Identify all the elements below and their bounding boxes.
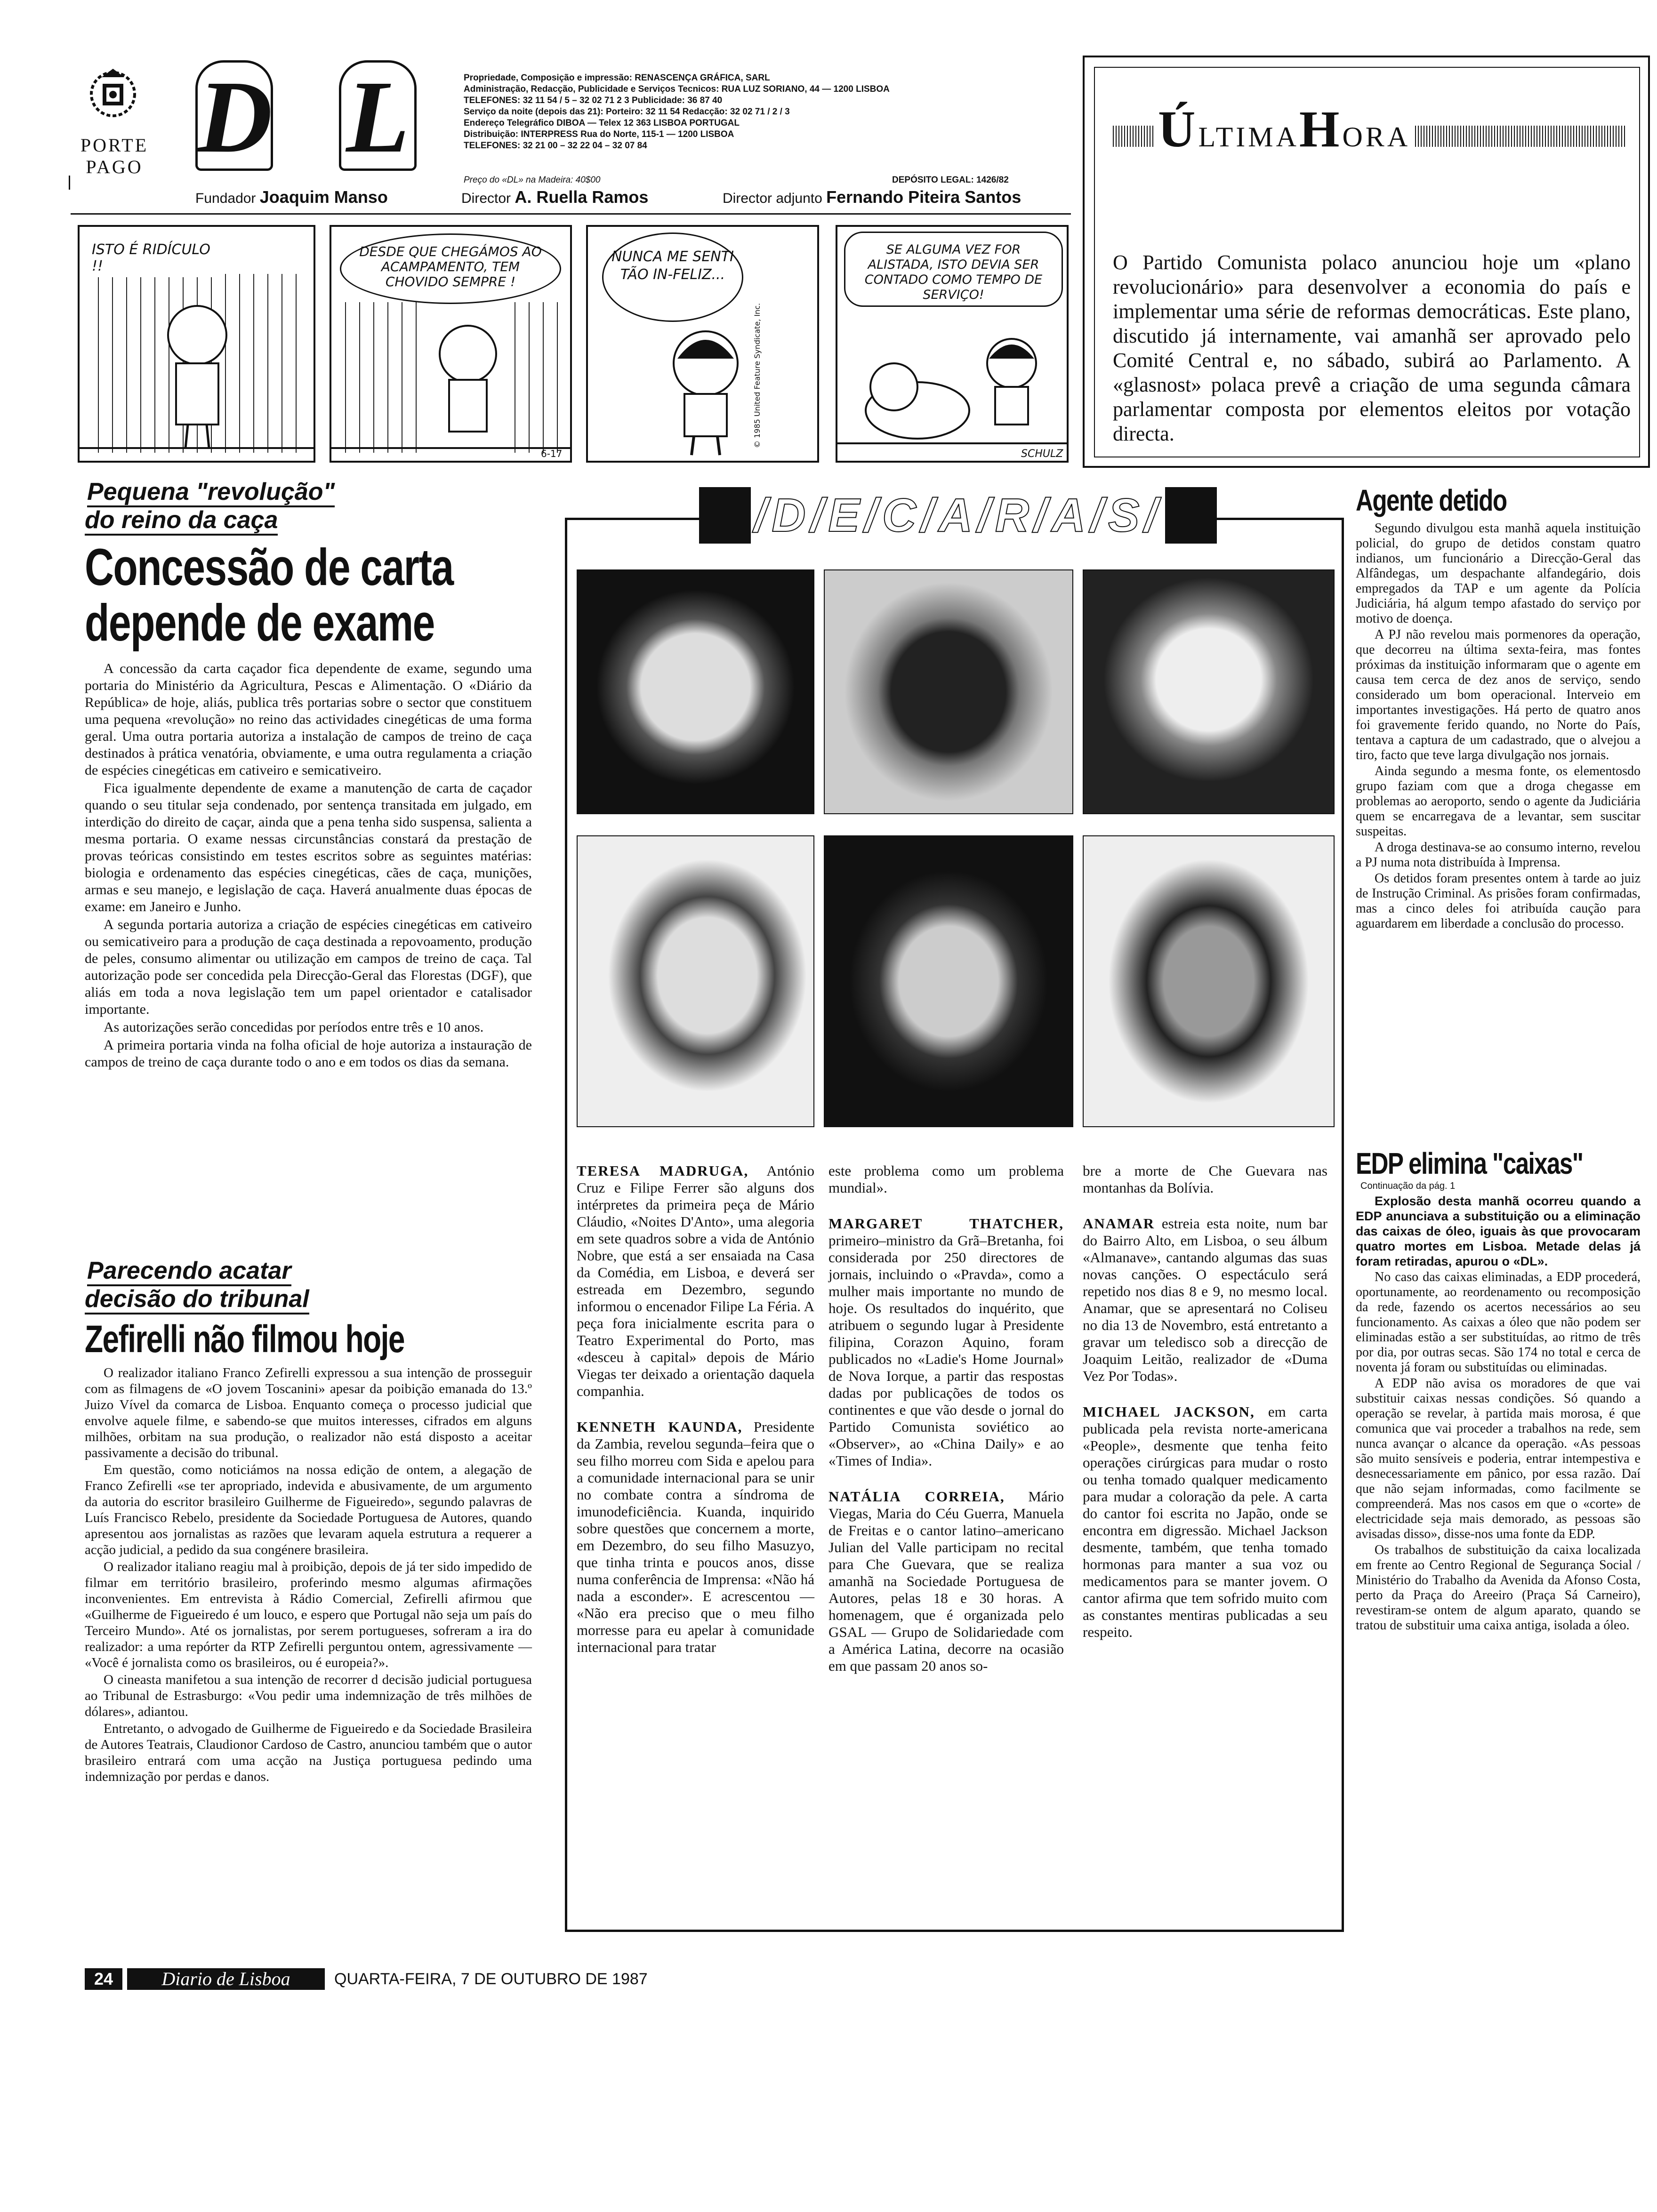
comic-strip xyxy=(78,225,1069,463)
paragraph: O realizador italiano reagiu mal à proibição, depois de já ter sido impedido de filmar em território brasileiro, proferindo mesmo algumas afirmações inconvenientes. Em entrevista à Rádio Comercial, Zefirelli afirmou que «Guilherme de Figueiredo é um louco, e espero que Portugal não seja um país do Terceiro Mundo». Até os jornalistas, por serem portugueses, sofreram a ira do realizador: a uma repórter da RTP Zefirelli perguntou ontem, agressivamente — «Você é jornalista como os brasileiros, ou é europeia?». xyxy=(85,1559,532,1670)
article-headline: Concessão de carta depende de exame xyxy=(85,538,453,652)
paragraph: Entretanto, o advogado de Guilherme de Figueiredo e da Sociedade Brasileira de Autores Teatrais, Claudionor Cardoso de Castro, anunciou também que o autor brasileiro entrará com uma acção na Justiça portuguesa pedindo uma indemnização por perdas e danos. xyxy=(85,1721,532,1784)
comic-panel-4 xyxy=(836,225,1069,463)
decaras-item: ANAMAR estreia esta noite, num bar do Bairro Alto, em Lisboa, o seu álbum «Almanave», cantando algumas das suas novas canções. O espectáculo será repetido nos dias 8 e 9, no mesmo local. Anamar, que se apresentará no Coliseu no dia 13 de Novembro, está entretanto a gravar um teledisco sob a direcção de Joaquim Leitão, realizador de «Duma Vez Por Todas». xyxy=(1083,1215,1327,1384)
photo-michael-jackson xyxy=(1083,835,1335,1127)
paragraph: A PJ não revelou mais pormenores da operação, que decorreu na última sexta-feira, mas fontes próximas da instituição informaram que o agente em causa tem cerca de dez anos de serviço, sendo considerado um bom operacional. Interveio em importantes investigações. Há perto de quatro anos foi gravemente ferido quando, no Norte do País, tentava a captura de um cadastrado, que o alvejou a tiro, facto que teve larga divulgação nos jornais. xyxy=(1356,627,1641,762)
decaras-item: bre a morte de Che Guevara nas montanhas da Bolívia. xyxy=(1083,1162,1327,1196)
article-agente-detido xyxy=(1356,482,1641,932)
comic-text-3: NUNCA ME SENTI TÃO IN-FELIZ... xyxy=(602,232,743,322)
paragraph: Os trabalhos de substituição da caixa localizada em frente ao Centro Regional de Segurança Social / Ministério do Trabalho da Avenida da Afonso Costa, perto da Praça do Areeiro (Praça Sá Carneiro), revestiram-se ontem de algum aparato, quando se tratou de substituir uma caixa antiga, isolada a óleo. xyxy=(1356,1543,1641,1633)
article-body xyxy=(1356,521,1641,931)
price-info: Preço do «DL» na Madeira: 40$00 xyxy=(464,175,601,185)
continuation-note: Continuação da pág. 1 xyxy=(1360,1181,1456,1191)
paragraph: A EDP não avisa os moradores de que vai substituir caixas nessas condições. Só quando a operação se revelar, à partida mais morosa, é que comunica que vai proceder a trabalhos na rede, sem nunca avançar o alcance da operação. «As pessoas são muito sensíveis e poderia, entrar intempestiva e desnecessariamente em pânico, por essa razão. Daí que não sejam informadas, como facilmente se compreenderá. Mas nos casos em que o «corte» de electricidade seja mais demorado, as pessoas são avisadas disso», disse-nos uma fonte da EDP. xyxy=(1356,1376,1641,1541)
ultima-hora-text: O Partido Comunista polaco anunciou hoje um «plano revolucionário» para desenvolver a economia do país e implementar uma série de reformas democráticas. Este plano, discutido já internamente, vai amanhã ser aprovado pelo Comité Central e, no sábado, subirá ao Parlamento. A «glasnost» polaca prevê a criação de uma segunda câmara parlamentar composta por elementos eleitos por votação directa. xyxy=(1113,251,1631,445)
photo-natalia-correia xyxy=(577,835,814,1127)
ultima-hora-title: ÚLTIMAHORA xyxy=(1113,97,1626,154)
paragraph: Em questão, como noticiámos na nossa edição de ontem, a alegação de Franco Zefirelli «se ter apropriado, indevida e abusivamente, de um argumento da autoria do escritor brasileiro Guilherme de Figueiredo», segundo palavras de Luís Francisco Rebelo, presidente da Sociedade Portuguesa de Autores, quando apresentou aos jornalistas as razões que levaram aquela estrutura a requerer a acção judicial, a pedido da sua congénere brasileira. xyxy=(85,1462,532,1557)
comic-panel-1 xyxy=(78,225,315,463)
masthead xyxy=(71,56,1071,216)
ultima-hora-box xyxy=(1083,56,1650,468)
issue-date: QUARTA-FEIRA, 7 DE OUTUBRO DE 1987 xyxy=(334,1970,648,1988)
paragraph: As autorizações serão concedidas por períodos entre três e 10 anos. xyxy=(104,1019,484,1035)
paragraph: Fica igualmente dependente de exame a manutenção de carta de caçador quando o seu titular seja condenado, por sentença transitada em julgado, em interdição do direito de caçar, ainda que a pena tenha sido suspensa, salienta a mesma portaria. O exame nessas circunstâncias constará da prestação de provas teóricas consistindo em testes escritos sobre as seguintes matérias: biologia e ordenamento das espécies cinegéticas, cães de caça, munições, armas e seu manejo, e legislação de caça. Haverá anualmente duas épocas de exame: em Janeiro e Junho. xyxy=(85,780,532,914)
porte-pago-label: PORTE PAGO xyxy=(80,135,149,177)
paragraph: O realizador italiano Franco Zefirelli expressou a sua intenção de prosseguir com as filmagens de «O jovem Toscanini» apesar da poibição emanada do 13.º Juizo Vível da comarca de Lisboa. Enquanto começa o processo judicial que envolve aquele filme, e sabendo-se que muitos interesses, cifrados em alguns milhões, orbitam na sua produção, o realizador não está disposto a aceitar passivamente a decisão do tribunal. xyxy=(85,1365,532,1460)
decaras-item: MICHAEL JACKSON, em carta publicada pela revista norte-americana «People», desmente que tenha feito operações cirúrgicas para mudar o rosto ou tenha tomado qualquer medicamento para mudar a coloração da pele. A carta do cantor foi escrita no Japão, onde se encontra em digressão. Michael Jackson desmente, também, que tenha tomado hormonas para manter a sua voz ou medicamentos para se manter jovem. O cantor afirma que tem sofrido muito com as constantes mentiras publicadas a seu respeito. xyxy=(1083,1403,1327,1640)
paragraph: A droga destinava-se ao consumo interno, revelou a PJ numa nota distribuída à Imprensa. xyxy=(1356,840,1641,870)
article-carta-cacador xyxy=(85,478,532,1072)
comic-copyright: © 1985 United Feature Syndicate, Inc. xyxy=(753,303,762,448)
coat-of-arms-icon xyxy=(85,65,141,121)
decaras-item: TERESA MADRUGA, António Cruz e Filipe Ferrer são alguns dos intérpretes da primeira peça de Mário Cláudio, «Noites D'Anto», uma alegoria em sete quadros sobre a vida de António Nobre, que está a ser ensaiada na Casa da Comédia, em Lisboa, e deverá ser estreada em Dezembro, segundo informou o encenador Filipe La Féria. A peça fora inicialmente escrita para o Teatro Experimental do Porto, mas «desceu à capital» depois de Mário Viegas ter deixado a orientação daquela companhia. xyxy=(577,1162,814,1399)
comic-signature: SCHULZ xyxy=(1021,448,1063,460)
photo-teresa-madruga xyxy=(577,569,814,814)
decaras-item: NATÁLIA CORREIA, Mário Viegas, Maria do Céu Guerra, Manuela de Freitas e o cantor latino–americano Julian del Valle participam no recital para Che Guevara, que se realiza amanhã na Sociedade Portuguesa de Autores, pelas 18 e 30 horas. A homenagem, que é organizada pelo GSAL — Grupo de Solidariedade com a América Latina, decorre na ocasião em que passam 20 anos so- xyxy=(828,1488,1064,1674)
paragraph: O cineasta manifetou a sua intenção de recorrer d decisão judicial portuguesa ao Tribunal de Estrasburgo: «Vou pedir uma indemnização de três milhões de dólares», adiantou. xyxy=(85,1672,532,1719)
paragraph: A concessão da carta caçador fica dependente de exame, segundo uma portaria do Ministério da Agricultura, Pescas e Alimentação. O «Diário da República» de hoje, aliás, publica três portarias sobre o sector que constituem uma pequena «revolução» no reino das actividades cinegéticas de uma forma geral. Uma outra portaria autoriza a instalação de campos de treino de caça destinados à prática venatória, obviamente, e uma outra regulamenta a criação de espécies cinegéticas em cativeiro e semicativeiro. xyxy=(85,661,532,778)
comic-text-4: SE ALGUMA VEZ FOR ALISTADA, ISTO DEVIA SER CONTADO COMO TEMPO DE SERVIÇO! xyxy=(844,232,1063,307)
fundador-line: Fundador Joaquim Manso xyxy=(195,187,388,207)
article-lead: Explosão desta manhã ocorreu quando a EDP anunciava a substituição ou a eliminação das caixas de óleo, iguais às que provocaram quatro mortes em Lisboa. Metade delas já foram retiradas, apurou o «DL». xyxy=(1356,1194,1641,1268)
paragraph: Segundo divulgou esta manhã aquela instituição policial, do grupo de detidos constam quatro indianos, um funcionário a Direcção-Geral das Alfândegas, um despachante alfandegário, dois empregados da TAP e um agente da Polícia Judiciária, há algum tempo afastado do serviço por motivo de doença. xyxy=(1356,521,1641,626)
logo-box-l: L xyxy=(339,60,417,171)
article-headline: EDP elimina "caixas" xyxy=(1356,1146,1583,1180)
paragraph: No caso das caixas eliminadas, a EDP procederá, oportunamente, ao reordenamento ou recomposição da rede, fazendo os acertos necessários ao seu funcionamento. As caixas a óleo que não podem ser eliminadas estão a ser substituídas, ao ritmo de três por dia, por outras secas. São 174 no total e cerca de noventa já foram ou substituídas ou eliminadas. xyxy=(1356,1270,1641,1375)
director-adjunto-line: Director adjunto Fernando Piteira Santos xyxy=(723,187,1022,207)
paragraph: Ainda segundo a mesma fonte, os elementosdo grupo faziam com que a droga chegasse em problemas ao aeroporto, sendo o agente da Judiciária quem se encarregava de a levantar, sem suscitar suspeitas. xyxy=(1356,764,1641,839)
photo-kenneth-kaunda xyxy=(824,569,1073,814)
paragraph: Os detidos foram presentes ontem à tarde ao juiz de Instrução Criminal. As prisões foram confirmadas, mas a cinco deles foi atribuída caução para aguardarem em liberdade a conclusão do processo. xyxy=(1356,871,1641,931)
article-kicker: decisão do tribunal xyxy=(85,1285,532,1313)
deposito-legal: DEPÓSITO LEGAL: 1426/82 xyxy=(892,175,1009,185)
article-headline: Zefirelli não filmou hoje xyxy=(85,1318,404,1361)
decaras-item: MARGARET THATCHER, primeiro–ministro da Grã–Bretanha, foi considerada por 250 directores de jornais, incluindo o «Pravda», como a mulher mais importante no mundo de hoje. Os resultados do inquérito, que atribuem o segundo lugar à Presidente filipina, Corazon Aquino, foram publicados no «Ladie's Home Journal» de Nova Iorque, a partir das respostas dadas por publicações de todos os continentes e que vão desde o jornal do Partido Comunista soviético ao «Observer», ao «China Daily» e ao «Times of India». xyxy=(828,1215,1064,1469)
article-kicker: Pequena "revolução" xyxy=(87,478,532,506)
article-zefirelli xyxy=(85,1257,532,1786)
decaras-box xyxy=(565,489,1344,1932)
comic-panel-2 xyxy=(330,225,572,463)
decaras-item: este problema como um problema mundial». xyxy=(828,1162,1064,1196)
decaras-column-1 xyxy=(577,1162,814,1657)
paragraph: A segunda portaria autoriza a criação de espécies cinegéticas em cativeiro ou semicativeiro para a produção de caça destinada a repovoamento, produção de peles, consumo alimentar ou utilização em campos de treino de caça. Tal autorização pode ser concedida pela Direcção-Geral das Florestas (DGF), que aliás em toda a nova legislação tem um papel orientador e catalisador importante. xyxy=(85,917,532,1017)
decaras-title: /D/E/C/A/R/A/S/ xyxy=(699,487,1217,544)
publisher-info: Propriedade, Composição e impressão: RENASCENÇA GRÁFICA, SARL Administração, Redacção, Publicidade e Serviços Tecnicos: RUA LUZ SORIANO, 44 — 1200 LISBOA TELEFONES: 32 11 54 / 5 – 32 02 71 2 3 Publicidade: 36 87 40 Serviço da noite (depois das 21): Porteiro: 32 11 54 Redacção: 32 02 71 / 2 / 3 Endereço Telegráfico DIBOA — Telex 12 363 LISBOA PORTUGAL Distribuição: INTERPRESS Rua do Norte, 115-1 — 1200 LISBOA TELEFONES: 32 21 00 – 32 22 04 – 32 07 84 xyxy=(464,73,890,151)
paper-name: Diario de Lisboa xyxy=(127,1968,325,1990)
decaras-column-3 xyxy=(1083,1162,1327,1642)
comic-text-1: ISTO É RIDÍCULO !! xyxy=(89,239,221,277)
page-number: 24 xyxy=(85,1968,122,1990)
article-kicker: do reino da caça xyxy=(85,506,532,534)
article-headline: Agente detido xyxy=(1356,483,1507,517)
article-edp xyxy=(1356,1146,1641,1634)
article-body xyxy=(85,660,532,1071)
decaras-item: KENNETH KAUNDA, Presidente da Zambia, revelou segunda–feira que o seu filho morreu com Sida e apelou para a comunidade internacional para se unir no combate contra a síndroma de imunodeficiência. Kuanda, inquirido sobre questões que concernem a morte, em Dezembro, do seu filho Masuzyo, que tinha trinta e poucos anos, disse numa conferência de Imprensa: «Não há nada a esconder». E acrescentou — «Não era preciso que o meu filho morresse para eu apelar à comunidade internacional para tratar xyxy=(577,1419,814,1655)
page-footer xyxy=(85,1968,744,1992)
comic-panel-3 xyxy=(586,225,819,463)
comic-date: 6-17 xyxy=(541,448,563,459)
photo-margaret-thatcher xyxy=(1083,569,1335,814)
decaras-column-2 xyxy=(828,1162,1064,1675)
paragraph: A primeira portaria vinda na folha oficial de hoje autoriza a instauração de campos de treino de caça durante todo o ano e em todos os dias da semana. xyxy=(85,1037,532,1070)
article-kicker: Parecendo acatar xyxy=(87,1257,532,1285)
article-body xyxy=(85,1365,532,1785)
logo-box-d: D xyxy=(195,60,273,171)
director-line: Director A. Ruella Ramos xyxy=(461,187,649,207)
comic-text-2: DESDE QUE CHEGÁMOS AO ACAMPAMENTO, TEM CHOVIDO SEMPRE ! xyxy=(340,233,561,304)
photo-anamar xyxy=(824,835,1073,1127)
article-body xyxy=(1356,1194,1641,1633)
